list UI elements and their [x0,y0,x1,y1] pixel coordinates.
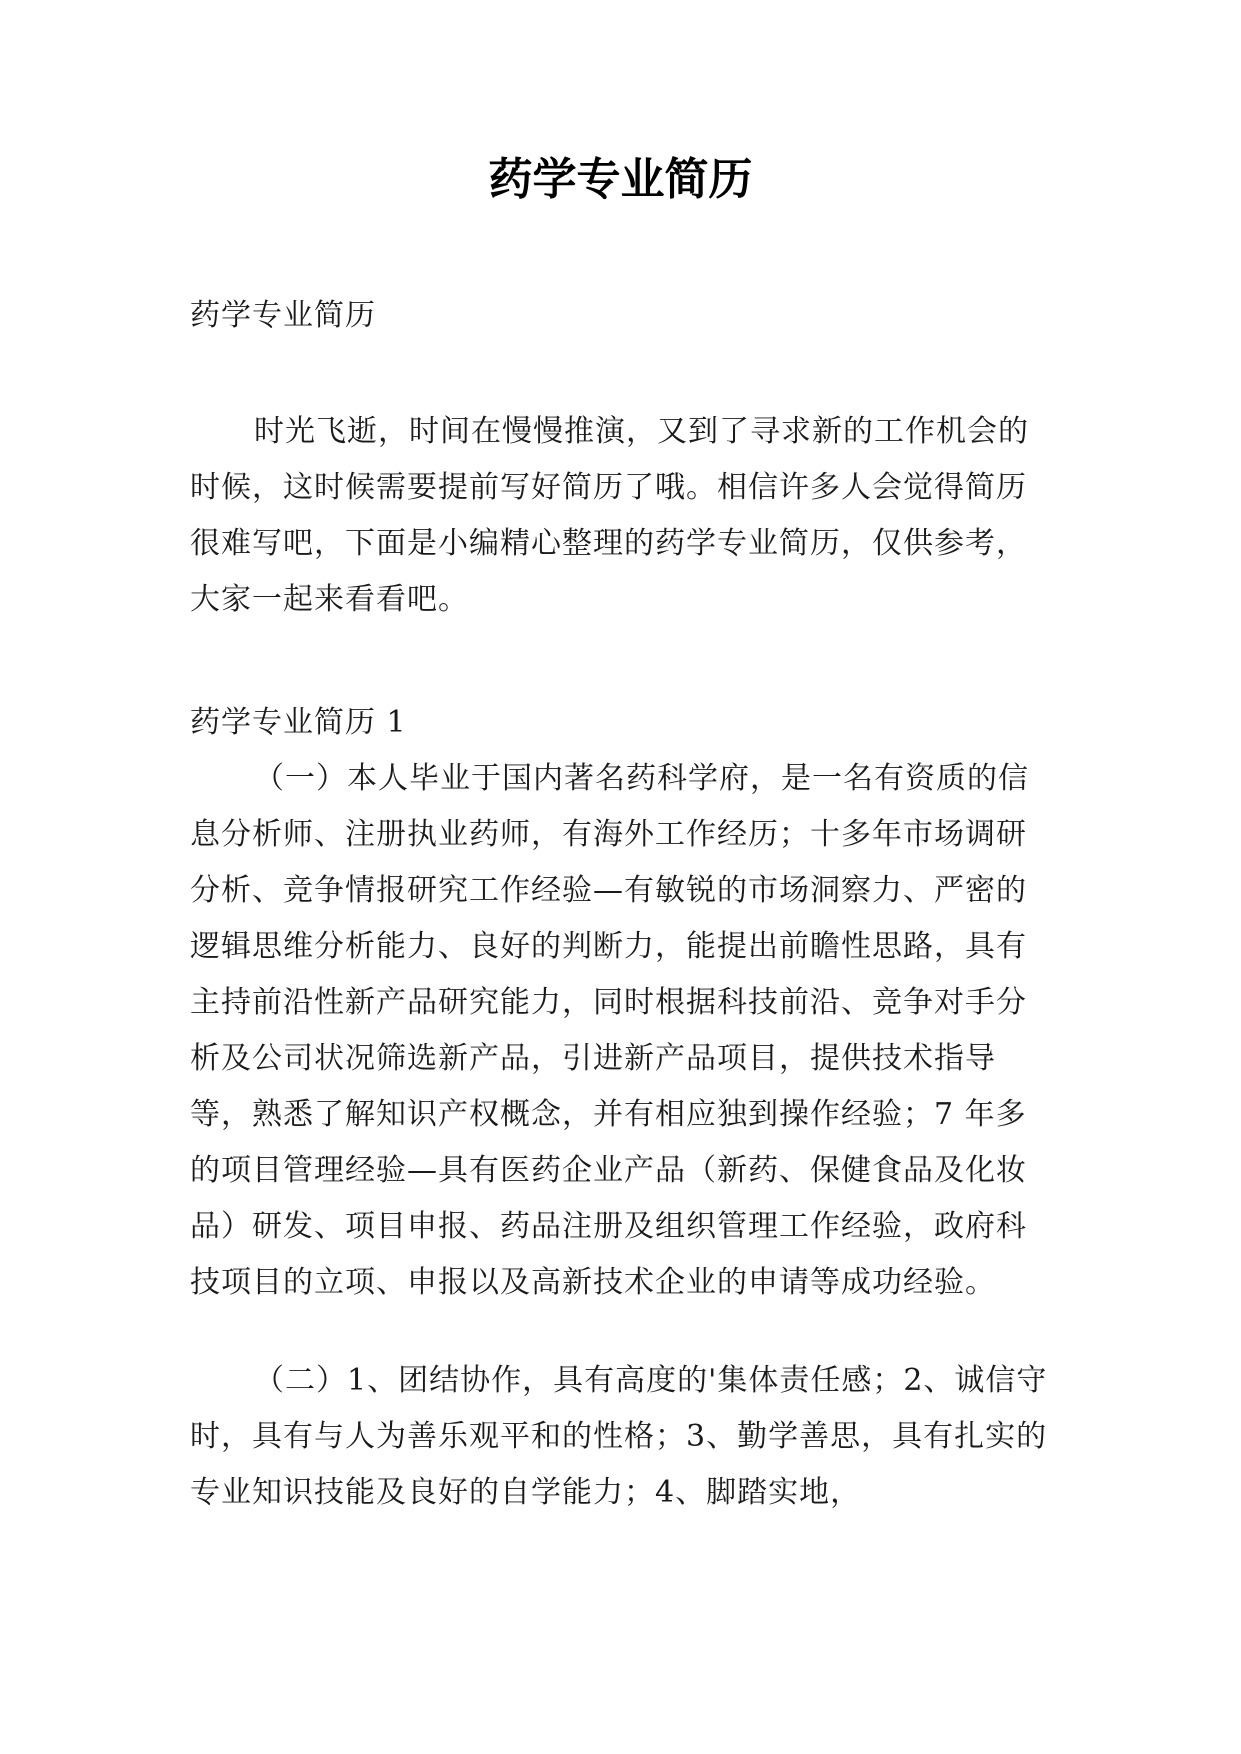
document-subtitle: 药学专业简历 [190,298,376,333]
paragraph-one: （一）本人毕业于国内著名药科学府，是一名有资质的信息分析师、注册执业药师，有海外工作经历；十多年市场调研分析、竞争情报研究工作经验—有敏锐的市场洞察力、严密的逻辑思维分析能力、良好的判断力，能提出前瞻性思路，具有主持前沿性新产品研究能力，同时根据科技前沿、竞争对手分析及公司状况筛选新产品，引进新产品项目，提供技术指导等，熟悉了解知识产权概念，并有相应独到操作经验；7 年多的项目管理经验—具有医药企业产品（新药、保健食品及化妆品）研发、项目申报、药品注册及组织管理工作经验，政府科技项目的立项、申报以及高新技术企业的申请等成功经验。 [190,761,1029,1300]
document-title: 药学专业简历 [488,154,753,205]
intro-paragraph: 时光飞逝，时间在慢慢推演，又到了寻求新的工作机会的时候，这时候需要提前写好简历了哦。相信许多人会觉得简历很难写吧，下面是小编精心整理的药学专业简历，仅供参考，大家一起来看看吧。 [190,414,1029,617]
paragraph-two: （二）1、团结协作，具有高度的'集体责任感；2、诚信守时，具有与人为善乐观平和的性格；3、勤学善思，具有扎实的专业知识技能及良好的自学能力；4、脚踏实地， [190,1363,1048,1510]
section-heading: 药学专业简历 1 [190,705,407,740]
